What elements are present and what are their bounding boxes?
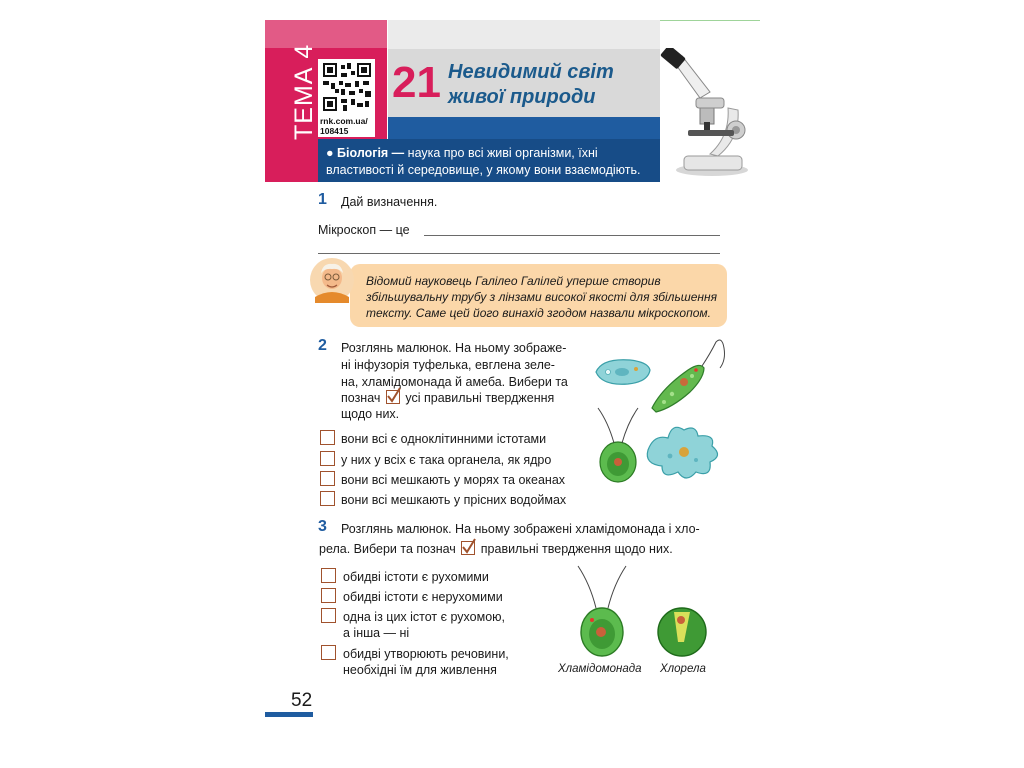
task-3-option-3a: одна із цих істот є рухомою, — [343, 610, 505, 624]
task-2-option-1: вони всі є одноклітинними істотами — [341, 432, 547, 446]
task-2-option-4: вони всі мешкають у прісних водоймах — [341, 493, 567, 507]
chlamydomonas-chlorella-illustration — [570, 562, 715, 662]
qr-url-line1: rnk.com.ua/ — [320, 116, 368, 126]
task-3-line2b: правильні твердження щодо них. — [480, 542, 673, 556]
protists-illustration — [592, 338, 732, 490]
task-3-option-3b: а інша — ні — [343, 626, 410, 640]
chlorella-icon — [658, 608, 706, 656]
lesson-title — [448, 60, 614, 110]
page-number-bar — [265, 712, 313, 717]
chlamydomonas-icon — [598, 408, 638, 482]
qr-code-icon — [323, 63, 371, 111]
task-1-number: 1 — [318, 191, 327, 208]
task-3-checkbox-1[interactable] — [321, 568, 336, 583]
lesson-title-line1: Невидимий світ — [448, 61, 614, 83]
fact-text: Відомий науковець Галілео Галілей уперше створив збільшувальну трубу з лінзами високої якості для збільшення тексту. Саме цей його винахід згодом назвали мікроскопом. — [366, 274, 718, 320]
euglena-icon — [652, 340, 725, 412]
task-1-prompt: Дай визначення. — [341, 195, 438, 209]
task-2-line1: Розглянь малюнок. На ньому зображе- — [341, 341, 567, 355]
definition-text — [326, 145, 658, 179]
bullet-icon: ● — [326, 146, 334, 160]
qr-url-line2: 108415 — [320, 126, 349, 136]
checked-box-icon — [461, 541, 475, 555]
task-3-checkbox-3[interactable] — [321, 608, 336, 623]
task-2-checkbox-4[interactable] — [320, 491, 335, 506]
task-3-line2a: рела. Вибери та познач — [319, 542, 456, 556]
task-2-checkbox-3[interactable] — [320, 471, 335, 486]
task-2-number: 2 — [318, 337, 327, 354]
task-3-option-4b: необхідні їм для живлення — [343, 663, 497, 677]
topic-label: ТЕМА 4 — [290, 43, 318, 140]
blue-band — [388, 117, 660, 139]
qr-link[interactable] — [320, 116, 378, 136]
task-2-line2: ні інфузорія туфелька, евглена зеле- — [341, 358, 555, 372]
chlamydomonas-icon — [578, 566, 626, 656]
task-3-checkbox-2[interactable] — [321, 588, 336, 603]
task-1-field-label: Мікроскоп — це — [318, 223, 410, 237]
task-2-line5: щодо них. — [341, 407, 400, 421]
caption-chlamydomonas: Хламідомонада — [558, 663, 642, 675]
task-2-line3: на, хламідомонада й амеба. Вибери та — [341, 375, 568, 389]
caption-chlorella: Хлорела — [660, 663, 706, 675]
task-2-checkbox-1[interactable] — [320, 430, 335, 445]
task-3-line2 — [319, 541, 673, 559]
task-2-line4a: познач — [341, 391, 381, 405]
page-number: 52 — [291, 690, 313, 711]
answer-line-2[interactable] — [318, 253, 720, 254]
task-3-option-2: обидві істоти є нерухомими — [343, 590, 503, 604]
scientist-avatar-icon — [309, 257, 355, 303]
paramecium-icon — [596, 360, 650, 385]
task-2-line4 — [341, 390, 554, 408]
lesson-title-line2: живої природи — [448, 86, 596, 108]
task-3-number: 3 — [318, 518, 327, 535]
title-band-top — [388, 20, 660, 49]
definition-body: наука про всі живі організми, їхні властивості й середовище, у якому вони взаємодіють. — [326, 146, 641, 177]
answer-line-1[interactable] — [424, 235, 720, 236]
task-2-line4b: усі правильні твердження — [405, 391, 555, 405]
lesson-number: 21 — [392, 58, 441, 107]
task-2-option-3: вони всі мешкають у морях та океанах — [341, 473, 566, 487]
task-3-option-1: обидві істоти є рухомими — [343, 570, 489, 584]
definition-term: Біологія — — [337, 146, 405, 160]
checked-box-icon — [386, 390, 400, 404]
microscope-image — [660, 48, 760, 178]
task-2-option-2: у них у всіх є така органела, як ядро — [341, 453, 552, 467]
task-3-checkbox-4[interactable] — [321, 645, 336, 660]
task-3-option-4a: обидві утворюють речовини, — [343, 647, 509, 661]
task-2-checkbox-2[interactable] — [320, 451, 335, 466]
amoeba-icon — [647, 427, 717, 478]
task-3-line1: Розглянь малюнок. На ньому зображені хламідомонада і хло- — [341, 522, 700, 536]
